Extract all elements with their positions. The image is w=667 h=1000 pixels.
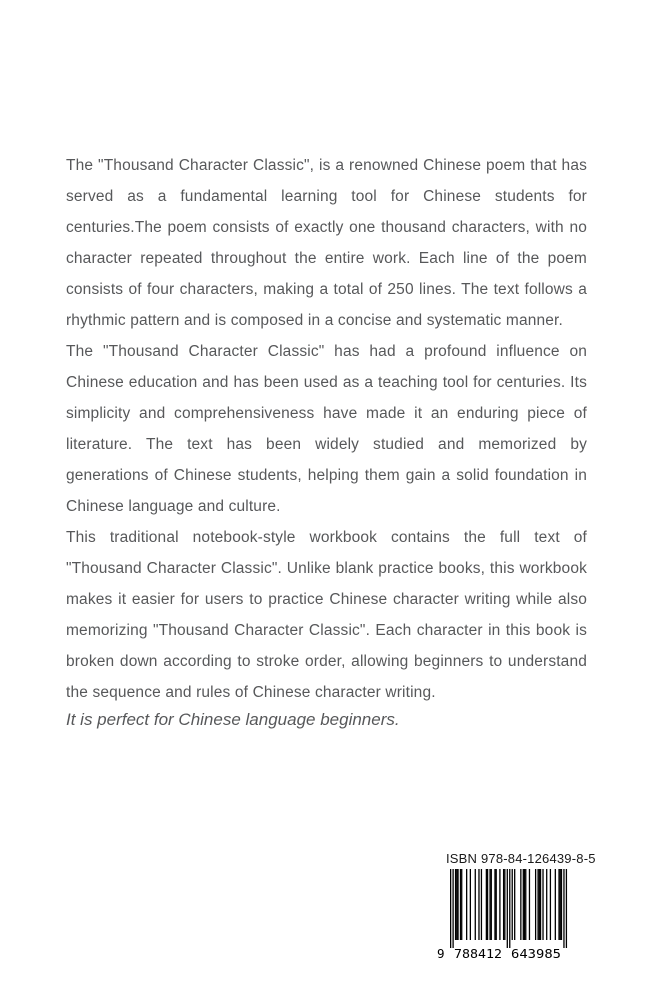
barcode-block [436,851,596,961]
tagline: It is perfect for Chinese language beginners. [66,710,400,729]
isbn-label: ISBN 978-84-126439-8-5 [446,851,596,866]
ean13-barcode-icon [436,869,568,961]
barcode-digits-right: 643985 [511,946,561,961]
description-paragraph-1: The "Thousand Character Classic", is a renowned Chinese poem that has served as a fundamental learning tool for Chinese students for centuries.The poem consists of exactly one thousand characters, with no character repeated throughout the entire work. Each line of the poem consists of four characters, making a total of 250 lines. The text follows a rhythmic pattern and is composed in a concise and systematic manner. [66,157,587,329]
description-paragraph-2: The "Thousand Character Classic" has had a profound influence on Chinese education and has been used as a teaching tool for centuries. Its simplicity and comprehensiveness have made it an enduring piece of literature. The text has been widely studied and memorized by generations of Chinese students, helping them gain a solid foundation in Chinese language and culture. [66,343,587,515]
book-description [66,150,587,708]
barcode-digit-first: 9 [437,946,445,961]
barcode-digits-left: 788412 [454,946,502,961]
description-paragraph-3: This traditional notebook-style workbook contains the full text of "Thousand Character Classic". Unlike blank practice books, this workbook makes it easier for users to practice Chinese character writing while also memorizing "Thousand Character Classic". Each character in this book is broken down according to stroke order, allowing beginners to understand the sequence and rules of Chinese character writing. [66,529,587,701]
